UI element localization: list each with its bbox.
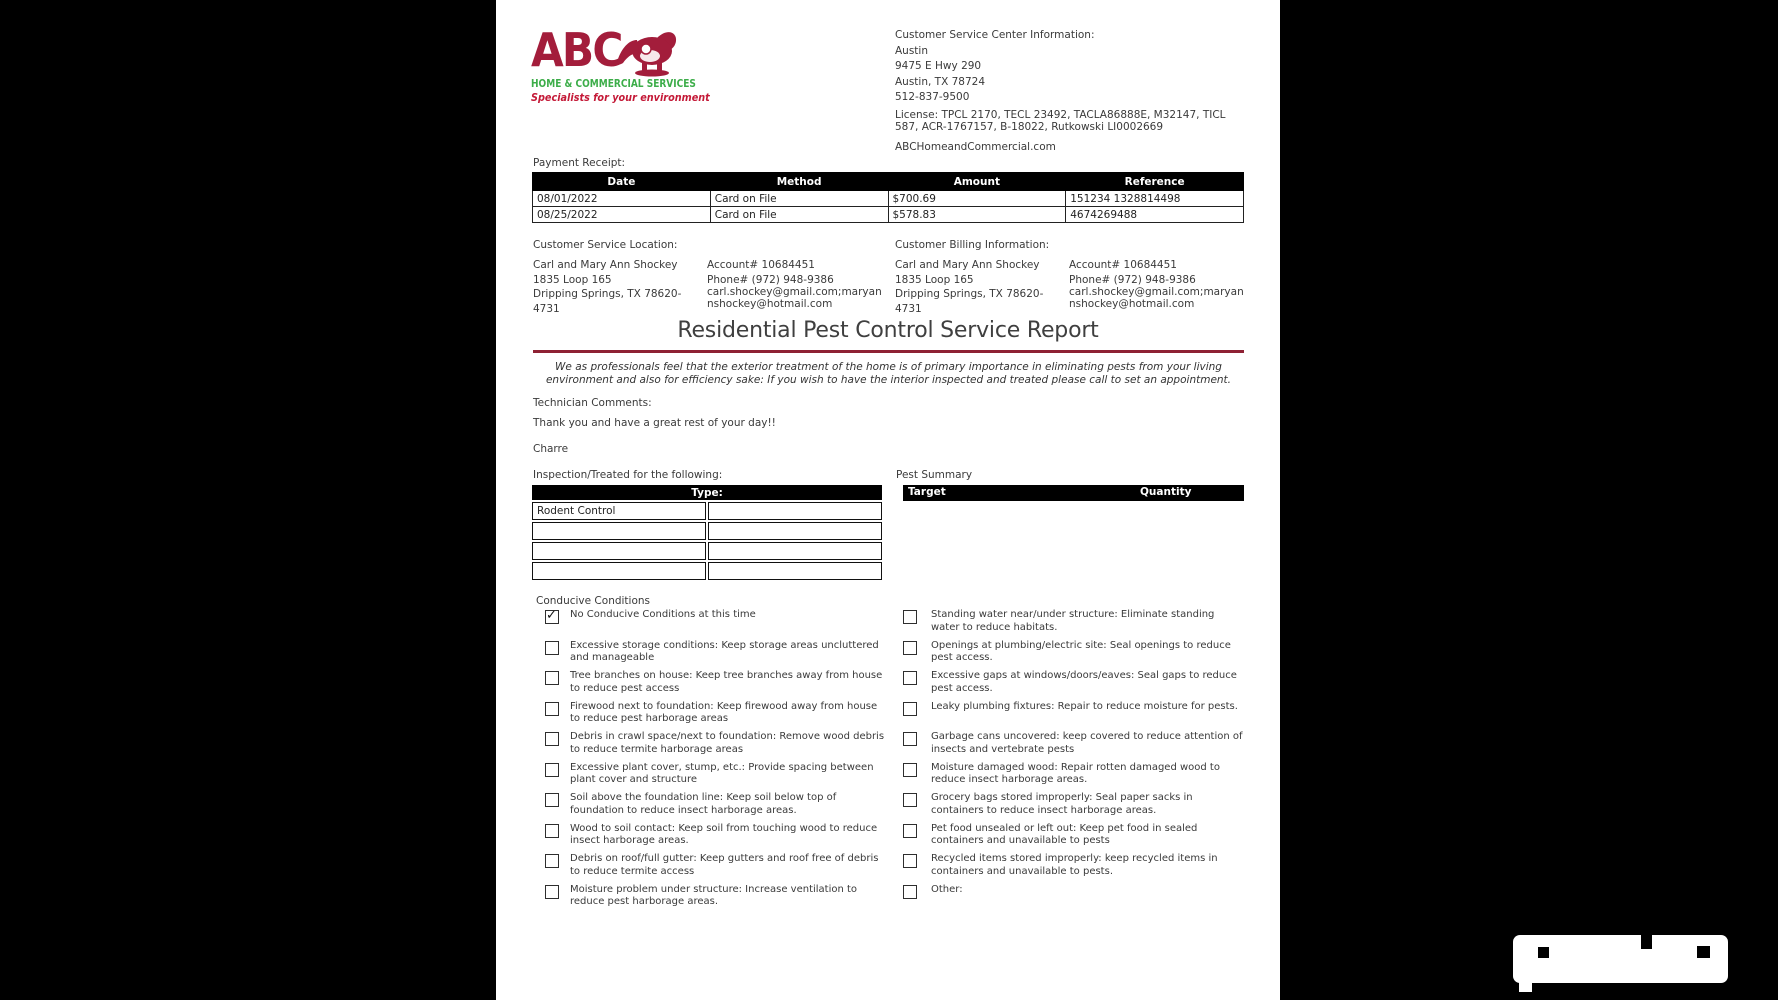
payment-method-cell: Card on File: [710, 191, 888, 207]
condition-text: Excessive storage conditions: Keep storage areas uncluttered and manageable: [570, 639, 879, 664]
widget-tail: [1519, 981, 1532, 992]
payment-reference-cell: 4674269488: [1066, 207, 1244, 223]
widget-square-icon: [1697, 946, 1710, 958]
condition-checkbox[interactable]: [545, 702, 559, 716]
service-center-line: 9475 E Hwy 290: [895, 60, 982, 72]
inspection-type-cell: Rodent Control: [532, 502, 706, 520]
conducive-item: [533, 884, 885, 915]
inspection-type-cell: [532, 522, 706, 540]
payment-method-cell: Card on File: [710, 207, 888, 223]
logo-tagline: Specialists for your environment: [531, 91, 710, 104]
conducive-item: [895, 609, 1244, 640]
inspection-type-cell: [532, 562, 706, 580]
condition-text: Debris in crawl space/next to foundation: Remove wood debris to reduce termite harborage areas: [570, 731, 885, 755]
service-center-info: [895, 28, 1244, 155]
inspection-row: [532, 542, 882, 560]
conducive-item: [895, 884, 1244, 915]
condition-text: Firewood next to foundation: Keep firewood away from house to reduce pest harborage areas: [570, 700, 878, 725]
service-center-line: Austin: [895, 44, 928, 57]
conducive-item: [895, 670, 1244, 701]
billing-phone: Phone# (972) 948-9386: [1069, 273, 1196, 286]
service-center-line: 512-837-9500: [895, 91, 970, 103]
inspection-row: [532, 522, 882, 540]
conducive-item: [895, 640, 1244, 671]
billing-email: carl.shockey@gmail.com;maryannshockey@hotmail.com: [1069, 286, 1244, 310]
condition-checkbox[interactable]: [545, 610, 559, 624]
conducive-item: [533, 640, 885, 671]
payment-receipt-label: Payment Receipt:: [533, 157, 626, 169]
document-page: [496, 0, 1280, 1000]
payment-column-header: Reference: [1066, 173, 1244, 191]
conducive-left-column: [533, 609, 885, 914]
payment-table-body: [533, 191, 1244, 223]
inspection-extra-cell: [708, 502, 882, 520]
condition-text: Leaky plumbing fixtures: Repair to reduce moisture for pests.: [931, 700, 1238, 712]
customer-city: Dripping Springs, TX 78620-4731: [533, 288, 682, 315]
condition-checkbox[interactable]: [903, 641, 917, 655]
widget-notch: [1641, 935, 1652, 949]
payment-amount-cell: $578.83: [888, 207, 1066, 223]
condition-text: Openings at plumbing/electric site: Seal openings to reduce pest access.: [931, 639, 1231, 664]
anteater-icon: [615, 26, 679, 84]
conducive-item: [533, 731, 885, 762]
payment-column-header: Amount: [888, 173, 1066, 191]
license-text: License: TPCL 2170, TECL 23492, TACLA86888E, M32147, TICL 587, ACR-1767157, B-18022, Rutkowski LI0002669: [895, 108, 1226, 133]
condition-checkbox[interactable]: [903, 885, 917, 899]
condition-checkbox[interactable]: [545, 641, 559, 655]
condition-text: Wood to soil contact: Keep soil from touching wood to reduce insect harborage areas.: [570, 822, 878, 847]
condition-text: Moisture damaged wood: Repair rotten damaged wood to reduce insect harborage areas.: [931, 761, 1220, 786]
payment-amount-cell: $700.69: [888, 191, 1066, 207]
technician-comment-text: Thank you and have a great rest of your day!!: [533, 417, 776, 429]
payment-date-cell: 08/01/2022: [533, 191, 711, 207]
inspection-extra-cell: [708, 522, 882, 540]
billing-name: Carl and Mary Ann Shockey: [895, 259, 1040, 271]
technician-signature: Charre: [533, 443, 569, 455]
type-header: Type:: [532, 485, 882, 500]
condition-checkbox[interactable]: [903, 671, 917, 685]
conducive-item: [895, 792, 1244, 823]
payment-receipt-table: [532, 172, 1244, 223]
conducive-item: [533, 853, 885, 884]
conducive-item: [533, 701, 885, 732]
page-title: Residential Pest Control Service Report: [677, 318, 1099, 343]
condition-text: Tree branches on house: Keep tree branches away from house to reduce pest access: [570, 670, 883, 694]
conducive-item: [895, 731, 1244, 762]
conducive-conditions-label: Conducive Conditions: [536, 595, 651, 607]
customer-service-location: [533, 238, 884, 316]
conducive-item: [533, 792, 885, 823]
condition-text: Garbage cans uncovered: keep covered to reduce attention of insects and vertebrate pests: [931, 731, 1243, 755]
service-location-title: Customer Service Location:: [533, 239, 678, 251]
inspection-label: Inspection/Treated for the following:: [533, 469, 723, 481]
payment-header-row: [533, 173, 1244, 191]
billing-street: 1835 Loop 165: [895, 273, 974, 286]
condition-checkbox[interactable]: [545, 671, 559, 685]
condition-checkbox[interactable]: [545, 885, 559, 899]
inspection-extra-cell: [708, 542, 882, 560]
billing-account: Account# 10684451: [1069, 259, 1177, 271]
pest-target-header: Target: [908, 486, 946, 498]
condition-checkbox[interactable]: [545, 854, 559, 868]
inspection-type-cell: [532, 542, 706, 560]
condition-text: Standing water near/under structure: Eliminate standing water to reduce habitats.: [931, 609, 1215, 633]
payment-reference-cell: 151234 1328814498: [1066, 191, 1244, 207]
condition-text: Soil above the foundation line: Keep soil below top of foundation to reduce insect harborage areas.: [570, 792, 837, 816]
payment-row: [533, 191, 1244, 207]
condition-checkbox[interactable]: [903, 763, 917, 777]
condition-checkbox[interactable]: [903, 854, 917, 868]
condition-checkbox[interactable]: [903, 610, 917, 624]
abc-logo: [531, 23, 721, 104]
conducive-item: [533, 823, 885, 854]
conducive-item: [895, 701, 1244, 732]
conducive-item: [533, 609, 885, 640]
inspection-type-table: [530, 483, 884, 582]
title-divider: [533, 350, 1244, 353]
inspection-row: [532, 562, 882, 580]
condition-text: Moisture problem under structure: Increase ventilation to reduce pest harborage areas.: [570, 883, 858, 908]
conducive-right-column: [895, 609, 1244, 914]
billing-title: Customer Billing Information:: [895, 239, 1050, 251]
phone-number: Phone# (972) 948-9386: [707, 273, 834, 286]
condition-text: Excessive gaps at windows/doors/eaves: Seal gaps to reduce pest access.: [931, 670, 1237, 694]
condition-text: Excessive plant cover, stump, etc.: Provide spacing between plant cover and structure: [570, 761, 874, 786]
inspection-table-body: [532, 502, 882, 580]
condition-text: Pet food unsealed or left out: Keep pet food in sealed containers and unavailable to pests: [931, 822, 1198, 847]
conducive-item: [895, 853, 1244, 884]
condition-checkbox[interactable]: [903, 732, 917, 746]
pest-quantity-header: Quantity: [1140, 486, 1192, 498]
payment-row: [533, 207, 1244, 223]
customer-billing-information: [895, 238, 1246, 316]
condition-checkbox[interactable]: [545, 732, 559, 746]
condition-text: Debris on roof/full gutter: Keep gutters and roof free of debris to reduce termite access: [570, 853, 879, 877]
customer-street: 1835 Loop 165: [533, 273, 612, 286]
customer-email: carl.shockey@gmail.com;maryannshockey@hotmail.com: [707, 286, 882, 310]
service-center-title: Customer Service Center Information:: [895, 29, 1095, 41]
condition-checkbox[interactable]: [545, 763, 559, 777]
service-center-line: Austin, TX 78724: [895, 75, 986, 88]
billing-city: Dripping Springs, TX 78620-4731: [895, 288, 1044, 315]
inspection-extra-cell: [708, 562, 882, 580]
condition-text: No Conducive Conditions at this time: [570, 609, 756, 620]
payment-column-header: Method: [710, 173, 888, 191]
condition-checkbox[interactable]: [545, 824, 559, 838]
abc-logo-text: ABC: [531, 23, 622, 77]
condition-text: Other:: [931, 883, 963, 895]
payment-date-cell: 08/25/2022: [533, 207, 711, 223]
condition-checkbox[interactable]: [903, 793, 917, 807]
technician-comments-label: Technician Comments:: [533, 397, 652, 409]
condition-text: Recycled items stored improperly: keep recycled items in containers and unavailable to pests.: [931, 853, 1218, 877]
condition-checkbox[interactable]: [903, 702, 917, 716]
website-link: ABCHomeandCommercial.com: [895, 140, 1056, 153]
bottom-right-widget[interactable]: [1513, 935, 1728, 983]
condition-checkbox[interactable]: [903, 824, 917, 838]
service-center-lines: [895, 44, 1244, 106]
pest-summary-label: Pest Summary: [896, 469, 973, 481]
customer-name: Carl and Mary Ann Shockey: [533, 259, 678, 271]
widget-square-icon: [1538, 947, 1549, 958]
conducive-item: [533, 670, 885, 701]
account-number: Account# 10684451: [707, 259, 815, 271]
condition-checkbox[interactable]: [545, 793, 559, 807]
condition-text: Grocery bags stored improperly: Seal paper sacks in containers to reduce insect harborage areas.: [931, 792, 1193, 816]
conducive-item: [895, 823, 1244, 854]
exterior-treatment-notice: We as professionals feel that the exterior treatment of the home is of primary importance in eliminating pests from your living environment and also for efficiency sake: If you wish to have the interior inspected and treated please call to set an appointment.: [545, 361, 1232, 386]
inspection-row: [532, 502, 882, 520]
logo-subtitle: HOME & COMMERCIAL SERVICES: [531, 77, 696, 90]
pest-summary-header: [903, 485, 1244, 501]
payment-column-header: Date: [533, 173, 711, 191]
conducive-item: [533, 762, 885, 793]
conducive-item: [895, 762, 1244, 793]
